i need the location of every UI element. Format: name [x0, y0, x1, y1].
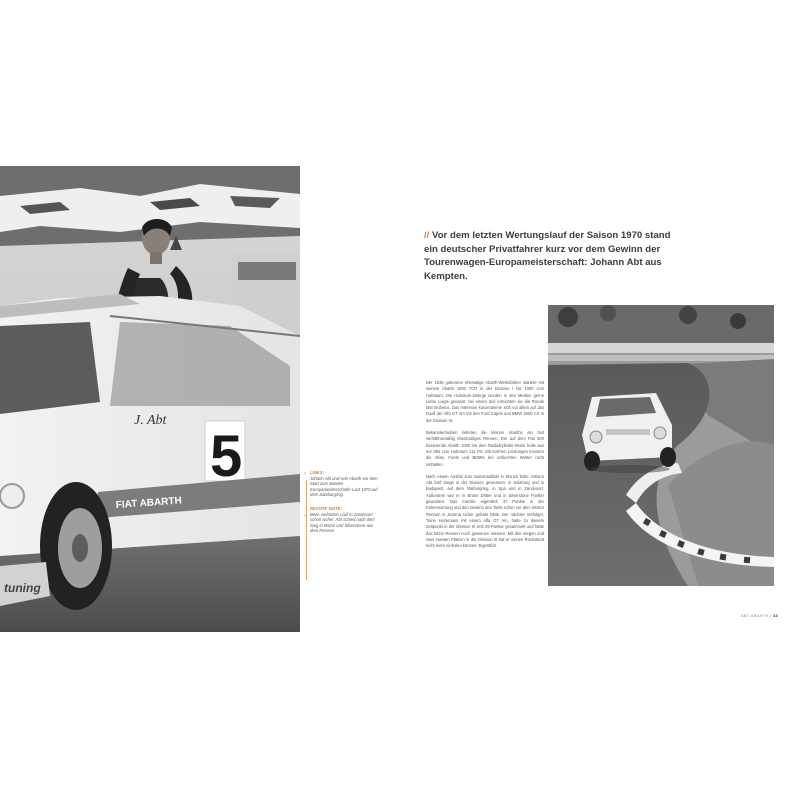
body-paragraph: Der 1935 geborene ehemalige Abarth-Werksfahrer startete mit seinem Abarth 1000 TCR in der Division I bis 1000 ccm Hubraum. Die Hubraum-Zwerge wurden in den Medien gerne Liebe Luigis genannt, bei einem Ziel erreichten sie die Runde fast mühelos. Das Interesse konzentrierte sich vor allem auf das Duell der Alfa GT Am mit den Ford Capris und BMW 2800 CS in der Division III.	[426, 380, 544, 423]
photo-abarth-racing	[548, 305, 774, 586]
article-body	[426, 380, 544, 555]
footer-separator: |	[770, 613, 772, 618]
headline-slashes: //	[424, 230, 430, 241]
caption-right-arrow-icon: ›	[304, 513, 306, 519]
caption-left	[310, 470, 380, 498]
body-paragraph: Bekanntermaßen lieferten die kleinen Abarths ein fast verhältnismäßig ebenbürtiges Rennen. Der auf dem Fiat 600 basierende Abarth 1000 mit dem Radialzylinder-Motor holte aus nur 982 ccm Hubraum 112 PS. Mit solchen Leistungen konnten die Alfas, Fords und BMWs bei schlechten Wetter nicht mithalten.	[426, 430, 544, 467]
caption-rule	[306, 480, 307, 580]
caption-left-arrow-icon: ‹	[304, 471, 306, 477]
headline-text: Vor dem letzten Wertungslauf der Saison 1970 stand ein deutscher Privatfahrer kurz vor dem Gewinn der Tourenwagen-Europameisterschaft: Johann Abt aus Kempten.	[424, 230, 671, 282]
race-number-text: 5	[210, 424, 243, 489]
car-signature-text: J. Abt	[134, 413, 167, 428]
caption-right-label: RECHTE SEITE:	[310, 505, 342, 511]
caption-left-text: Johann Abt und sein Abarth vor dem Start zum zweiten Europameisterschafts-Lauf 1970 auf dem Salzburgring.	[310, 475, 378, 498]
photo-captions	[304, 470, 380, 542]
tuning-bumper-text: tuning	[4, 581, 41, 595]
fiat-abarth-door-text: FIAT ABARTH	[115, 495, 183, 511]
caption-right	[310, 506, 380, 534]
caption-right-text: Beim vorletzten Lauf in Zandvoort schon sicher: Abt schied nach dem Sieg in Brünn und Silverstone aus dem Rennen.	[310, 511, 375, 534]
body-paragraph: Nach einem Ausfall zum Saisonauftakt in Monza holte Johann Abt fünf Siege in der Division gewonnen: in Salzburg und in Budapest, auf dem Nürburgring, in Spa und in Zandvoort. Außerdem war er in Brünn Dritter und in Silverstone Fünfter geworden. Das machte eigentlich 37 Punkte in der Fahrerwertung und den Gewinn des Titels schon vor dem letzten Rennen in Jarama sicher gehabt hätte. Der nächste Verfolger, Toine Hezemans mit einem Alfa GT Am, hatte zu diesem Zeitpunkt in der Division III erst 29 Punkte gesammelt und hätte das letzte Rennen noch gewinnen müssen. Mit drei Siegen und zwei zweiten Plätzen in der Division III hat er seinen Rückstand nicht mehr einholen können. Eigentlich.	[426, 473, 544, 549]
article-headline	[424, 229, 684, 283]
caption-left-label: LINKS:	[310, 470, 324, 475]
footer-section: ABT ABARTH	[741, 613, 769, 618]
page-footer	[716, 613, 778, 618]
page-number: 43	[772, 613, 778, 618]
photo-johann-abt-with-car	[0, 166, 300, 632]
